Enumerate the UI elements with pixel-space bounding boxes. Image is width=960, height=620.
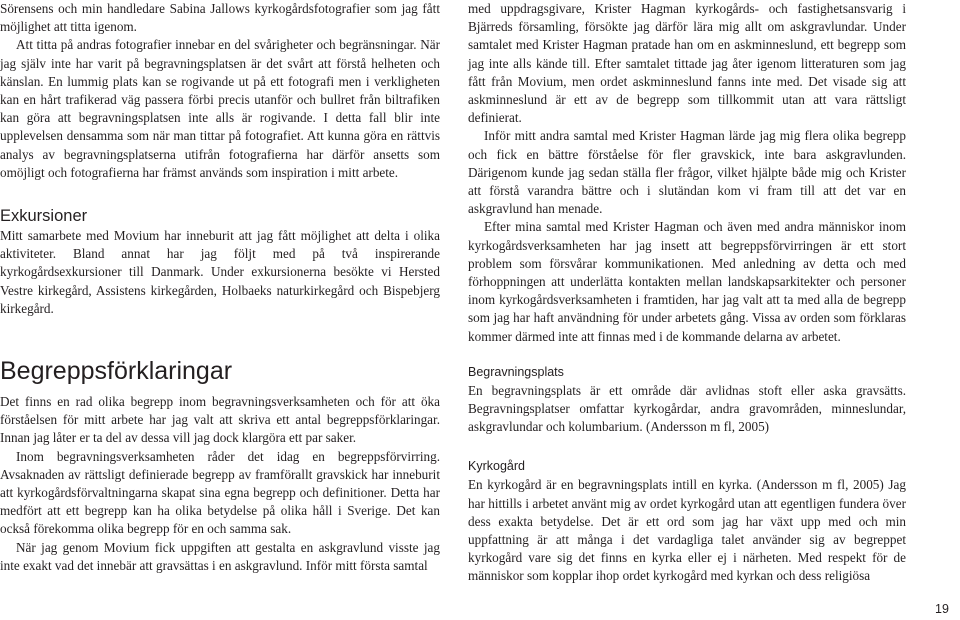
- left-column: [0, 0, 440, 575]
- body-paragraph: Sörensens och min handledare Sabina Jallows kyrkogårdsfotografier som jag fått möjlighet att titta igenom.: [0, 1, 440, 35]
- body-paragraph: När jag genom Movium fick uppgiften att gestalta en askgravlund visste jag inte exakt vad det innebär att gravsättas i en askgravlund. Inför mitt första samtal: [0, 539, 440, 573]
- term-heading-kyrkogard: Kyrkogård: [468, 459, 525, 474]
- right-column: [468, 0, 906, 586]
- body-paragraph: Efter mina samtal med Krister Hagman och även med andra människor inom kyrkogårdsverksamheten har jag insett att begreppsförvirringen är ett stort problem som försvårar kommunikationen. Med anledning av detta och med förhoppningen att underlätta kontakten mellan landskapsarkitekter och personer inom kyrkogårdsverksamheten i framtiden, har jag valt att ta med alla de begrepp som jag har haft användning för under arbetets gång. Vissa av orden som förklaras kommer därmed inte att finnas med i de kommande delarna av arbetet.: [468, 219, 906, 344]
- body-paragraph: Det finns en rad olika begrepp inom begravningsverksamheten och för att öka förståelsen för mitt arbete har jag valt att skriva ett antal begreppsförklaringar. Innan jag låter er ta del av dessa vill jag dock klargöra ett par saker.: [0, 394, 440, 446]
- body-paragraph: Inför mitt andra samtal med Krister Hagman lärde jag mig flera olika begrepp och fick en bättre förståelse för fler gravskick, inte bara askgravlunden. Därigenom kunde jag sedan ställa fler frågor, vilket hjälpte både mig och Krister att förstå varandra bättre och i slutändan kom vi fram till att det var en askgravlund han menade.: [468, 128, 906, 217]
- body-paragraph: Att titta på andras fotografier innebar en del svårigheter och begränsningar. När jag själv inte har varit på begravningsplatsen är det svårt att förstå helheten och känslan. En lummig plats kan se rogivande ut på ett fotografi men i verkligheten kan en hårt trafikerad väg passera förbi precis utanför och bullret från biltrafiken kan göra att begravningsplatsen inte alls är rogivande. I detta fall blir inte upplevelsen densamma som när man tittar på fotografiet. Att kunna göra en rättvis analys av begravningsplatserna utifrån fotografierna har därför ansetts som omöjligt och fotografierna har främst används som inspiration i mitt arbete.: [0, 37, 440, 180]
- definition-text: En begravningsplats är ett område där avlidnas stoft eller aska gravsätts. Begravningsplatser omfattar kyrkogårdar, andra gravområden, minneslundar, askgravlundar och kolumbarium. (Andersson m fl, 2005): [468, 382, 906, 435]
- definition-kyrkogard: [468, 458, 906, 585]
- section-heading-exkursioner: Exkursioner: [0, 207, 88, 226]
- body-paragraph: Mitt samarbete med Movium har inneburit att jag fått möjlighet att delta i olika aktiviteter. Bland annat har jag följt med på två inspirerande kyrkogårdsexkursioner till Danmark. Under exkursionerna besökte vi Hersted Vestre kirkegård, Assistens kirkegården, Holbaeks naturkirkegård och Bispebjerg kirkegård.: [0, 228, 440, 316]
- term-heading-begravningsplats: Begravningsplats: [468, 364, 564, 379]
- section-heading-begreppsforklaringar: Begreppsförklaringar: [0, 357, 233, 386]
- body-paragraph: Inom begravningsverksamheten råder det idag en begreppsförvirring. Avsaknaden av rättsligt definierade begrepp av framförallt gravskick har inneburit att kyrkogårdsförvaltningarna skapat sina egna begrepp och definitioner. Detta har medfört att ett begrepp kan ha olika betydelse på olika håll i Sverige. Det kan också förekomma olika begrepp för en och samma sak.: [0, 448, 440, 537]
- definition-begravningsplats: [468, 364, 906, 437]
- page-number: 19: [935, 602, 949, 616]
- definition-text: En kyrkogård är en begravningsplats intill en kyrka. (Andersson m fl, 2005) Jag har hittills i arbetet använt mig av ordet kyrkogård utan att egentligen fundera över dess exakta betydelse. Det är ett ord som jag har växt upp med och min uppfattning är att många i det vardagliga talet använder sig av begreppet kyrkogård vare sig det finns en kyrka eller ej i närheten. Med respekt för de människor som kopplar ihop ordet kyrkogård med kyrkan och dess religiösa: [468, 477, 906, 584]
- body-paragraph: med uppdragsgivare, Krister Hagman kyrkogårds- och fastighetsansvarig i Bjärreds församling, försökte jag därför lära mig allt om askgravlundar. Under samtalet med Krister Hagman pratade han om en askminneslund, ett begrepp som jag inte alls kände till. Efter samtalet tittade jag åter igenom litteraturen som jag fått från Movium, men ordet askminneslund fanns inte med. Det visade sig att askminneslund är ett av de begrepp som tillkommit utan att vara rättsligt definierat.: [468, 1, 906, 126]
